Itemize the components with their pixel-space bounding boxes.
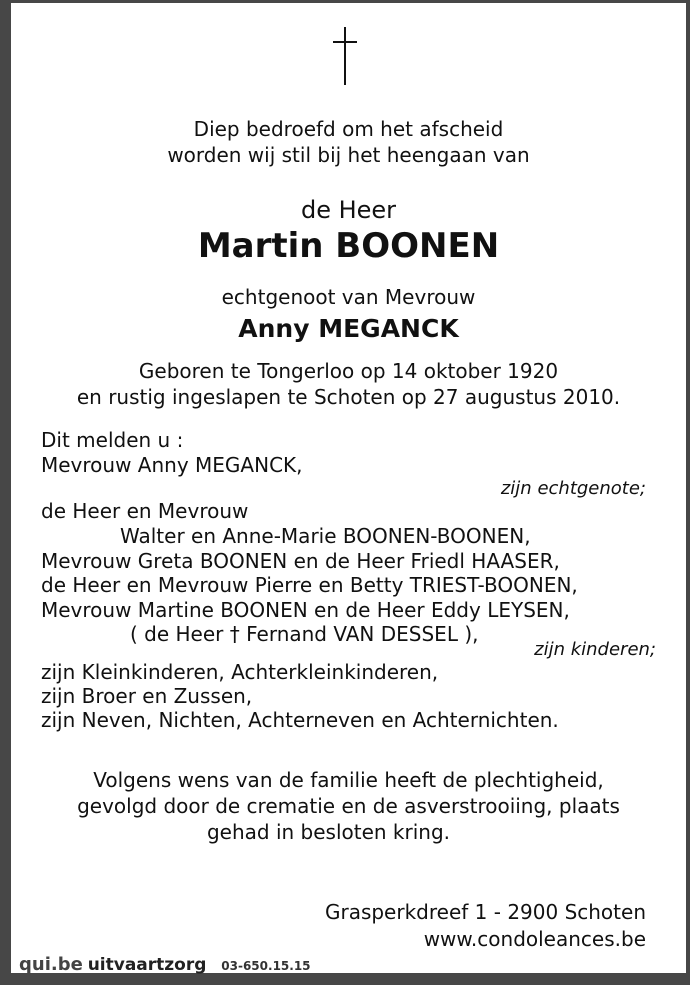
death-line: en rustig ingeslapen te Schoten op 27 augustus 2010.: [76, 385, 621, 409]
cross-icon: [333, 27, 357, 85]
children-intro: de Heer en Mevrouw: [41, 499, 249, 523]
wife-role: zijn echtgenote;: [500, 478, 646, 499]
announce: Dit melden u :: [41, 428, 184, 452]
family: zijn Neven, Nichten, Achterneven en Achternichten.: [41, 708, 559, 732]
intro-line: worden wij stil bij het heengaan van: [167, 143, 530, 167]
service: uitvaartzorg: [87, 955, 207, 975]
footer: [19, 954, 311, 975]
intro-line: Diep bedroefd om het afscheid: [193, 117, 504, 141]
phone: 03-650.15.15: [221, 959, 311, 973]
child: ( de Heer † Fernand VAN DESSEL ),: [130, 622, 479, 646]
children-role: zijn kinderen;: [534, 639, 656, 660]
child: Walter en Anne-Marie BOONEN-BOONEN,: [120, 524, 531, 548]
family: zijn Broer en Zussen,: [41, 684, 253, 708]
family: zijn Kleinkinderen, Achterkleinkinderen,: [41, 660, 439, 684]
closing: gehad in besloten kring.: [206, 820, 451, 844]
spouse-intro: echtgenoot van Mevrouw: [221, 285, 476, 309]
spouse-name: Anny MEGANCK: [238, 314, 459, 343]
title: de Heer: [300, 196, 397, 224]
obituary-card: [11, 3, 686, 973]
website[interactable]: www.condoleances.be: [423, 927, 646, 951]
closing: gevolgd door de crematie en de asverstrooiing, plaats: [77, 794, 620, 818]
address: Grasperkdreef 1 - 2900 Schoten: [324, 900, 646, 924]
closing: Volgens wens van de familie heeft de plechtigheid,: [93, 768, 604, 792]
birth-line: Geboren te Tongerloo op 14 oktober 1920: [138, 359, 559, 383]
brand-logo: qui.be: [19, 954, 83, 975]
child: Mevrouw Greta BOONEN en de Heer Friedl HAASER,: [41, 549, 560, 573]
wife: Mevrouw Anny MEGANCK,: [41, 453, 303, 477]
child: Mevrouw Martine BOONEN en de Heer Eddy LEYSEN,: [41, 598, 570, 622]
child: de Heer en Mevrouw Pierre en Betty TRIEST-BOONEN,: [41, 573, 578, 597]
deceased-name: Martin BOONEN: [197, 226, 500, 266]
